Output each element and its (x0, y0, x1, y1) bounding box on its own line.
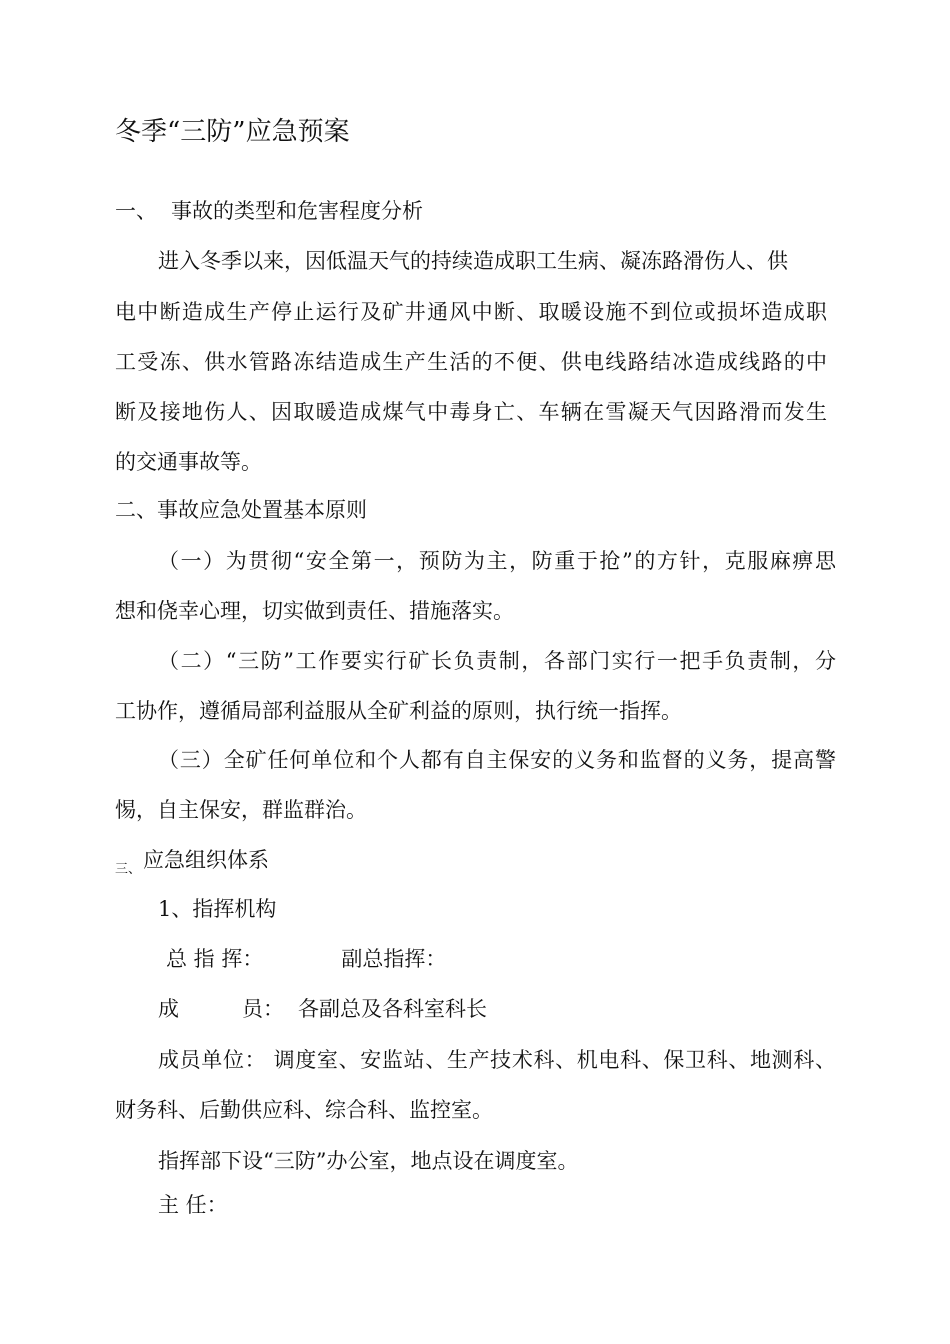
members-row (158, 994, 878, 1024)
s1-paragraph-line: 的交通事故等。 (115, 450, 262, 474)
s2-paragraph-line: 工协作，遵循局部利益服从全矿利益的原则，执行统一指挥。 (115, 699, 682, 723)
office-setup-line: 指挥部下设“三防”办公室，地点设在调度室。 (158, 1149, 579, 1173)
s1-paragraph-line: 电中断造成生产停止运行及矿井通风中断、取暖设施不到位或损坏造成职 (115, 300, 827, 324)
deputy-commander-label: 副总指挥： (341, 947, 447, 971)
member-units-line: 财务科、后勤供应科、综合科、监控室。 (115, 1098, 493, 1122)
section-3-heading (115, 845, 835, 879)
director-label: 主 任： (158, 1193, 228, 1217)
s2-paragraph-line: 想和侥幸心理，切实做到责任、措施落实。 (115, 599, 514, 623)
section-2-heading: 二、事故应急处置基本原则 (115, 498, 367, 522)
s1-paragraph-line: 断及接地伤人、因取暖造成煤气中毒身亡、车辆在雪凝天气因路滑而发生 (115, 400, 827, 424)
commander-row (166, 944, 566, 974)
section-1-title: 事故的类型和危害程度分析 (171, 199, 423, 223)
members-label: 成 员： (158, 997, 284, 1021)
member-units-line: 成员单位： 调度室、安监站、生产技术科、机电科、保卫科、地测科、 (158, 1048, 836, 1072)
s1-paragraph-line: 进入冬季以来，因低温天气的持续造成职工生病、凝冻路滑伤人、供 (158, 249, 788, 273)
section-1-heading (115, 196, 835, 226)
section-1-number: 一、 (115, 199, 157, 223)
s2-paragraph-line: （三）全矿任何单位和个人都有自主保安的义务和监督的义务，提高警 (158, 748, 836, 772)
document-title: 冬季“三防”应急预案 (115, 117, 350, 147)
s2-paragraph-line: （二）“三防”工作要实行矿长负责制，各部门实行一把手负责制，分 (158, 649, 836, 673)
section-3-title: 应急组织体系 (143, 848, 270, 872)
s2-paragraph-line: （一）为贯彻“安全第一，预防为主，防重于抢”的方针，克服麻痹思 (158, 549, 836, 573)
command-structure-heading: 1、指挥机构 (158, 897, 277, 921)
s1-paragraph-line: 工受冻、供水管路冻结造成生产生活的不便、供电线路结冰造成线路的中 (115, 350, 827, 374)
members-value: 各副总及各科室科长 (298, 997, 487, 1021)
s2-paragraph-line: 惕，自主保安，群监群治。 (115, 798, 367, 822)
section-3-number: 三、 (115, 862, 142, 877)
commander-label: 总 指 挥： (166, 947, 264, 971)
